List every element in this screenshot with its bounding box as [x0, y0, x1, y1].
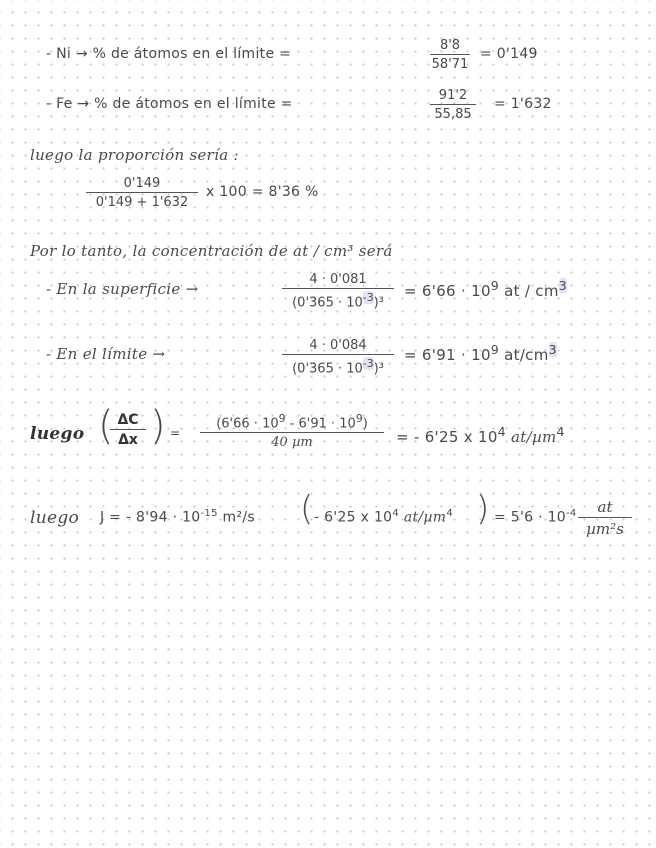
surface-numerator: 4 · 0'081 [309, 272, 367, 287]
fe-fraction-numerator: 91'2 [438, 88, 468, 103]
flux-left-paren-glyph: ( [300, 489, 314, 529]
gradient-num-a: (6'66 · 10 [216, 416, 279, 432]
ni-result: = 0'149 [480, 46, 538, 62]
flux-result-base: = 5'6 · 10 [494, 509, 567, 526]
flux-unit-denominator: µm²s [586, 520, 624, 538]
gradient-result-unit-exponent: 4 [556, 424, 565, 439]
surface-denominator [282, 290, 394, 310]
flux-inner-expression [314, 508, 453, 526]
limit-result-exponent: 9 [490, 342, 500, 357]
surface-result-base: = 6'66 · 10 [404, 282, 491, 300]
flux-inner-exponent: 4 [392, 508, 400, 519]
surface-result-unit: at / cm [504, 282, 559, 300]
ni-fraction-numerator: 8'8 [439, 38, 461, 53]
gradient-rhs-numerator [200, 412, 384, 432]
surface-den-base: (0'365 · 10 [292, 295, 363, 311]
fraction-bar [430, 54, 470, 55]
flux-j-expression [100, 508, 255, 526]
limit-result [404, 342, 557, 364]
gradient-lead: luego [30, 424, 85, 444]
gradient-num-c: ) [362, 416, 368, 432]
flux-inner-unit: at/µm [403, 509, 447, 526]
fraction-bar [282, 288, 394, 289]
flux-lead: luego [30, 508, 80, 528]
limit-numerator: 4 · 0'084 [309, 338, 367, 353]
gradient-result-exponent: 4 [497, 424, 506, 439]
gradient-rhs-fraction [200, 412, 384, 450]
fraction-bar [110, 429, 146, 430]
flux-unit-fraction [578, 498, 632, 538]
flux-j-unit: m²/s [222, 509, 255, 526]
right-paren-glyph: ) [150, 403, 166, 449]
gradient-num-exp1: 9 [278, 412, 286, 425]
gradient-num-b: - 6'91 · 10 [289, 416, 356, 432]
limit-den-base: (0'365 · 10 [292, 361, 363, 377]
fraction-bar [86, 192, 198, 193]
fraction-bar [200, 432, 384, 433]
surface-den-tail: )³ [373, 295, 384, 311]
gradient-result [396, 424, 565, 446]
fraction-bar [578, 517, 632, 518]
gradient-result-unit: at/µm [511, 428, 557, 446]
surface-result-unit-exponent: 3 [558, 278, 568, 293]
fe-fraction-denominator: 55,85 [434, 107, 472, 122]
flux-result [494, 508, 577, 526]
flux-inner-unit-exponent: 4 [446, 508, 454, 519]
proportion-result: x 100 = 8'36 % [206, 184, 319, 200]
limit-denominator [282, 356, 394, 376]
fraction-bar [430, 104, 476, 105]
flux-unit-numerator: at [597, 498, 613, 516]
ni-fraction-denominator: 58'71 [431, 57, 469, 72]
flux-j-base: J = - 8'94 · 10 [100, 509, 201, 526]
limit-result-unit-exponent: 3 [548, 342, 557, 357]
fe-line-prefix: - Fe → % de átomos en el límite = [46, 96, 293, 112]
surface-result-exponent: 9 [490, 278, 500, 293]
ni-fraction [430, 38, 470, 72]
surface-result [404, 278, 567, 300]
gradient-lhs-numerator: ΔC [117, 412, 139, 428]
limit-fraction [282, 338, 394, 376]
gradient-rhs-denominator: 40 µm [271, 435, 313, 451]
flux-j-exponent: -15 [200, 508, 218, 519]
flux-inner-base: - 6'25 x 10 [314, 509, 393, 526]
surface-fraction [282, 272, 394, 310]
limit-line-prefix: - En el límite → [46, 345, 166, 363]
gradient-equals: = [170, 426, 181, 440]
surface-line-prefix: - En la superficie → [46, 280, 199, 298]
limit-den-exponent: -3 [362, 357, 374, 370]
proportion-denominator: 0'149 + 1'632 [95, 195, 189, 210]
flux-result-exponent: -4 [566, 508, 577, 519]
ni-line-prefix: - Ni → % de átomos en el límite = [46, 46, 292, 62]
surface-den-exponent: -3 [362, 291, 374, 304]
gradient-lhs-fraction [110, 412, 146, 448]
proportion-intro: luego la proporción sería : [30, 146, 239, 164]
fe-result: = 1'632 [494, 96, 552, 112]
gradient-lhs-denominator: Δx [118, 432, 138, 448]
fe-fraction [430, 88, 476, 122]
gradient-num-exp2: 9 [355, 412, 363, 425]
limit-result-unit: at/cm [504, 346, 549, 364]
limit-den-tail: )³ [373, 361, 384, 377]
limit-result-base: = 6'91 · 10 [404, 346, 491, 364]
proportion-fraction [86, 176, 198, 210]
left-paren-glyph: ( [98, 403, 114, 449]
proportion-numerator: 0'149 [123, 176, 161, 191]
flux-right-paren-glyph: ) [476, 489, 490, 529]
fraction-bar [282, 354, 394, 355]
concentration-intro: Por lo tanto, la concentración de at / cm³ será [30, 242, 393, 260]
gradient-result-base: = - 6'25 x 10 [396, 428, 498, 446]
